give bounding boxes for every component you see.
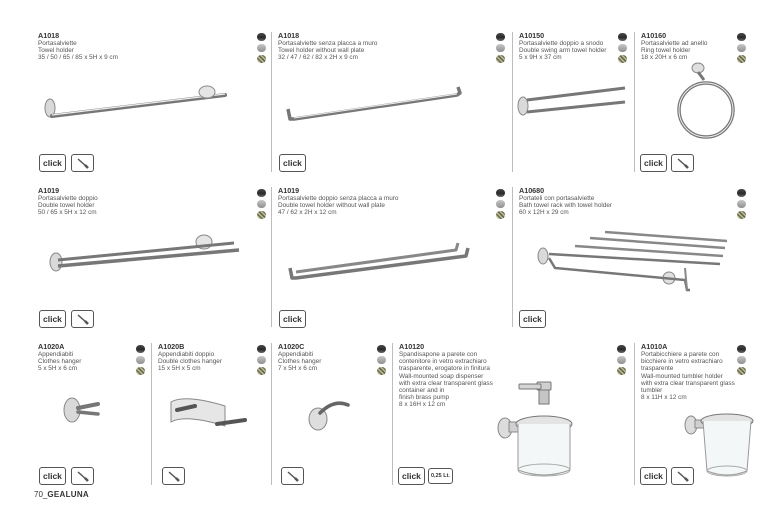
finish-chrome-swatch	[257, 33, 266, 41]
finish-chrome-swatch	[257, 189, 266, 197]
product-cell-a10150	[519, 32, 629, 62]
product-desc-it: Appendiabiti doppio	[158, 351, 215, 358]
tool-button[interactable]	[671, 154, 694, 172]
finish-bronze-swatch	[737, 211, 746, 219]
finish-bronze-swatch	[257, 367, 266, 375]
screwdriver-icon	[282, 468, 303, 484]
product-desc-line: contenitore in vetro extrachiaro	[399, 358, 487, 366]
finish-bronze-swatch	[257, 55, 266, 63]
product-dimensions: 60 x 12H x 29 cm	[519, 209, 569, 217]
finish-swatches	[257, 345, 266, 378]
click-button[interactable]: click	[39, 310, 66, 328]
product-desc-line: with extra clear transparent glass	[641, 379, 735, 387]
product-desc-line: trasparente	[641, 365, 674, 373]
product-desc-en: Double clothes hanger	[158, 358, 222, 366]
click-button[interactable]: click	[279, 310, 306, 328]
finish-chrome-swatch	[737, 189, 746, 197]
towel-rack-image	[535, 228, 730, 293]
finish-swatches	[618, 33, 627, 66]
product-dimensions: 15 x 5H x 5 cm	[158, 365, 201, 373]
screwdriver-icon	[72, 311, 93, 327]
soap-dispenser-image	[495, 380, 580, 480]
product-cell-a1010a	[641, 343, 741, 401]
finish-satin-swatch	[496, 200, 505, 208]
product-desc-it: Portasalviette senza placca a muro	[278, 40, 378, 47]
click-button[interactable]: click	[39, 467, 66, 485]
click-button[interactable]: click	[519, 310, 546, 328]
product-dimensions: 8 x 16H x 12 cm	[399, 401, 446, 409]
product-desc-en: Clothes hanger	[278, 358, 322, 366]
finish-chrome-swatch	[737, 33, 746, 41]
divider	[271, 32, 272, 172]
screwdriver-icon	[163, 468, 184, 484]
product-desc-line: bicchiere in vetro extrachiaro	[641, 358, 723, 366]
screwdriver-icon	[672, 468, 693, 484]
product-desc-it: Portasalviette	[38, 40, 77, 47]
finish-chrome-swatch	[737, 345, 746, 353]
screwdriver-icon	[672, 155, 693, 171]
product-desc-en: Bath towel rack with towel holder	[519, 202, 613, 210]
finish-bronze-swatch	[618, 55, 627, 63]
product-code: A10680	[519, 186, 545, 195]
brand-name: GEALUNA	[47, 490, 90, 499]
product-code: A1018	[278, 31, 300, 40]
finish-satin-swatch	[257, 44, 266, 52]
finish-chrome-swatch	[496, 189, 505, 197]
product-desc-line: tumbler	[641, 387, 663, 395]
product-dimensions: 35 / 50 / 65 / 85 x 5H x 9 cm	[38, 54, 118, 62]
product-dimensions: 18 x 20H x 6 cm	[641, 54, 688, 62]
product-code: A10160	[641, 31, 667, 40]
click-button[interactable]: click	[640, 154, 667, 172]
finish-swatches	[257, 189, 266, 222]
finish-chrome-swatch	[257, 345, 266, 353]
towel-bar-image	[40, 80, 235, 125]
click-button[interactable]: click	[279, 154, 306, 172]
clothes-hook-image	[300, 395, 355, 435]
tool-button[interactable]	[71, 467, 94, 485]
product-code: A1018	[38, 31, 60, 40]
finish-satin-swatch	[377, 356, 386, 364]
product-cell-a1018	[38, 32, 253, 62]
finish-swatches	[617, 345, 626, 378]
screwdriver-icon	[72, 155, 93, 171]
finish-chrome-swatch	[618, 33, 627, 41]
product-cell-a1018-nowall	[278, 32, 488, 62]
product-cell-a10120	[399, 343, 504, 409]
product-desc-en: Double towel holder	[38, 202, 95, 210]
finish-swatches	[257, 33, 266, 66]
double-clothes-hook-image	[165, 392, 255, 437]
product-desc-it: Portateli con portasalviette	[519, 195, 595, 202]
double-towel-bar-image	[44, 232, 244, 277]
finish-bronze-swatch	[136, 367, 145, 375]
product-cell-a1019-nowall	[278, 187, 488, 217]
finish-bronze-swatch	[377, 367, 386, 375]
product-dimensions: 32 / 47 / 62 / 82 x 2H x 9 cm	[278, 54, 358, 62]
click-button[interactable]: click	[398, 467, 425, 485]
product-desc-it: Portasalviette doppio senza placca a muro	[278, 195, 399, 202]
divider	[271, 187, 272, 327]
divider	[512, 187, 513, 327]
product-desc-en: Towel holder without wall plate	[278, 47, 365, 55]
divider	[512, 32, 513, 172]
finish-swatches	[377, 345, 386, 378]
page-number: 70_	[34, 490, 48, 499]
product-desc-it: Portasalviette doppio a snodo	[519, 40, 604, 47]
product-code: A1020C	[278, 342, 305, 351]
clothes-hook-image	[58, 390, 108, 430]
product-desc-it: Appendiabiti	[38, 351, 74, 358]
finish-chrome-swatch	[377, 345, 386, 353]
finish-bronze-swatch	[496, 211, 505, 219]
finish-swatches	[496, 189, 505, 222]
capacity-badge: 0,25 Lt.	[428, 468, 453, 484]
swing-arm-towel-holder-image	[515, 78, 630, 123]
product-cell-a1020c	[278, 343, 373, 373]
product-dimensions: 8 x 11H x 12 cm	[641, 394, 687, 402]
product-desc-en: Clothes hanger	[38, 358, 82, 366]
product-desc-line: Wall-mounted tumbler holder	[641, 372, 723, 380]
finish-bronze-swatch	[737, 367, 746, 375]
divider	[634, 32, 635, 172]
product-code: A1020B	[158, 342, 185, 351]
product-desc-en: Double swing arm towel holder	[519, 47, 607, 55]
product-desc-line: Wall-mounted soap dispenser	[399, 372, 484, 380]
product-dimensions: 7 x 5H x 6 cm	[278, 365, 318, 373]
towel-ring-image	[676, 60, 746, 150]
finish-chrome-swatch	[136, 345, 145, 353]
finish-bronze-swatch	[617, 367, 626, 375]
tool-button[interactable]	[71, 310, 94, 328]
product-code: A1019	[38, 186, 60, 195]
finish-satin-swatch	[257, 200, 266, 208]
finish-satin-swatch	[737, 356, 746, 364]
product-dimensions: 50 / 65 x 5H x 12 cm	[38, 209, 97, 217]
tool-button[interactable]	[281, 467, 304, 485]
finish-satin-swatch	[618, 44, 627, 52]
double-towel-bar-image	[286, 240, 476, 285]
product-code: A1010A	[641, 342, 668, 351]
divider	[271, 343, 272, 485]
product-desc-line: with extra clear transparent glass	[399, 379, 493, 387]
product-cell-a10680	[519, 187, 719, 217]
click-button[interactable]: click	[640, 467, 667, 485]
screwdriver-icon	[72, 468, 93, 484]
finish-chrome-swatch	[617, 345, 626, 353]
product-cell-a10160	[641, 32, 741, 62]
product-desc-it: Portasalviette doppio	[38, 195, 98, 202]
product-cell-a1020a	[38, 343, 133, 373]
divider	[634, 343, 635, 485]
product-code: A10120	[399, 342, 425, 351]
product-desc-line: Spandisapone a parete con	[399, 351, 478, 358]
finish-satin-swatch	[496, 44, 505, 52]
click-button[interactable]: click	[39, 154, 66, 172]
product-code: A10150	[519, 31, 545, 40]
tool-button[interactable]	[162, 467, 185, 485]
product-desc-it: Portasalviette ad anello	[641, 40, 708, 47]
product-desc-en: Double towel holder without wall plate	[278, 202, 385, 210]
product-desc-en: Towel holder	[38, 47, 74, 55]
divider	[392, 343, 393, 485]
product-desc-line: Portabicchiere a parete con	[641, 351, 720, 358]
product-dimensions: 5 x 9H x 37 cm	[519, 54, 562, 62]
product-desc-line: container and in	[399, 387, 445, 395]
product-desc-line: finish brass pump	[399, 394, 450, 402]
product-cell-a1019	[38, 187, 253, 217]
finish-satin-swatch	[617, 356, 626, 364]
product-code: A1019	[278, 186, 300, 195]
finish-satin-swatch	[737, 200, 746, 208]
product-dimensions: 5 x 5H x 6 cm	[38, 365, 78, 373]
page-footer	[34, 490, 89, 499]
finish-swatches	[136, 345, 145, 378]
product-code: A1020A	[38, 342, 65, 351]
product-desc-en: Ring towel holder	[641, 47, 691, 55]
finish-bronze-swatch	[257, 211, 266, 219]
tumbler-holder-image	[683, 405, 758, 480]
finish-swatches	[737, 345, 746, 378]
finish-chrome-swatch	[496, 33, 505, 41]
product-desc-it: Appendiabiti	[278, 351, 314, 358]
product-desc-line: trasparente, erogatore in finitura	[399, 365, 490, 373]
tool-button[interactable]	[671, 467, 694, 485]
finish-swatches	[496, 33, 505, 66]
finish-satin-swatch	[257, 356, 266, 364]
finish-satin-swatch	[136, 356, 145, 364]
divider	[151, 343, 152, 485]
tool-button[interactable]	[71, 154, 94, 172]
towel-bar-image	[282, 85, 467, 125]
finish-satin-swatch	[737, 44, 746, 52]
finish-bronze-swatch	[496, 55, 505, 63]
product-cell-a1020b	[158, 343, 258, 373]
product-dimensions: 47 / 62 x 2H x 12 cm	[278, 209, 337, 217]
finish-swatches	[737, 189, 746, 222]
